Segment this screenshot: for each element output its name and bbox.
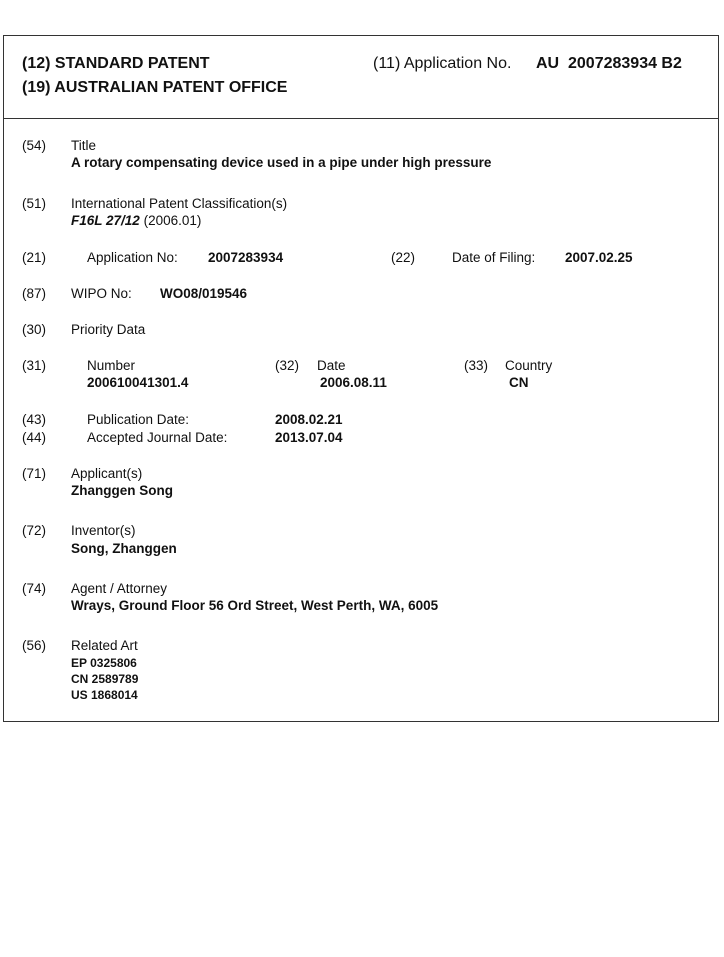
publication-value: 2008.02.21 — [275, 412, 343, 427]
related-art-item: CN 2589789 — [71, 672, 139, 686]
ipc-label: International Patent Classification(s) — [71, 196, 288, 211]
application-value: 2007283934 — [208, 250, 284, 265]
priority-country-label: Country — [505, 358, 553, 373]
priority-date-code: (32) — [275, 358, 300, 373]
ipc-code: (51) — [22, 196, 47, 211]
related-art-item: US 1868014 — [71, 688, 138, 702]
ipc-value — [71, 213, 201, 228]
publication-label: Publication Date: — [87, 412, 190, 427]
priority-country-code: (33) — [464, 358, 489, 373]
application-label: Application No: — [87, 250, 178, 265]
priority-label: Priority Data — [71, 322, 146, 337]
title-value: A rotary compensating device used in a pipe under high pressure — [71, 155, 492, 170]
inventor-value: Song, Zhanggen — [71, 541, 177, 556]
related-art-label: Related Art — [71, 638, 138, 653]
application-number-label: (11) Application No. — [373, 55, 512, 72]
wipo-label: WIPO No: — [71, 286, 132, 301]
accepted-label: Accepted Journal Date: — [87, 430, 228, 445]
wipo-code: (87) — [22, 286, 47, 301]
ipc-class: F16L 27/12 — [71, 213, 140, 228]
wipo-value: WO08/019546 — [160, 286, 248, 301]
priority-number-label: Number — [87, 358, 136, 373]
publication-code: (43) — [22, 412, 47, 427]
accepted-value: 2013.07.04 — [275, 430, 343, 445]
priority-code: (30) — [22, 322, 47, 337]
patent-type: (12) STANDARD PATENT — [22, 55, 210, 72]
agent-value: Wrays, Ground Floor 56 Ord Street, West Perth, WA, 6005 — [71, 598, 439, 613]
filing-code: (22) — [391, 250, 416, 265]
related-art-code: (56) — [22, 638, 47, 653]
title-label: Title — [71, 138, 97, 153]
filing-label: Date of Filing: — [452, 250, 536, 265]
agent-code: (74) — [22, 581, 47, 596]
related-art-item: EP 0325806 — [71, 656, 137, 670]
accepted-code: (44) — [22, 430, 47, 445]
priority-number-code: (31) — [22, 358, 47, 373]
priority-date-label: Date — [317, 358, 346, 373]
filing-value: 2007.02.25 — [565, 250, 633, 265]
priority-number-value: 200610041301.4 — [87, 375, 189, 390]
inventor-label: Inventor(s) — [71, 523, 136, 538]
agent-label: Agent / Attorney — [71, 581, 168, 596]
title-code: (54) — [22, 138, 47, 153]
inventor-code: (72) — [22, 523, 47, 538]
priority-country-value: CN — [509, 375, 529, 390]
applicant-code: (71) — [22, 466, 47, 481]
applicant-value: Zhanggen Song — [71, 483, 173, 498]
application-number: AU 2007283934 B2 — [536, 55, 682, 72]
ipc-version: (2006.01) — [143, 213, 202, 228]
application-code: (21) — [22, 250, 47, 265]
priority-date-value: 2006.08.11 — [320, 375, 387, 390]
header-divider — [3, 118, 719, 119]
patent-office: (19) AUSTRALIAN PATENT OFFICE — [22, 79, 288, 96]
applicant-label: Applicant(s) — [71, 466, 143, 481]
